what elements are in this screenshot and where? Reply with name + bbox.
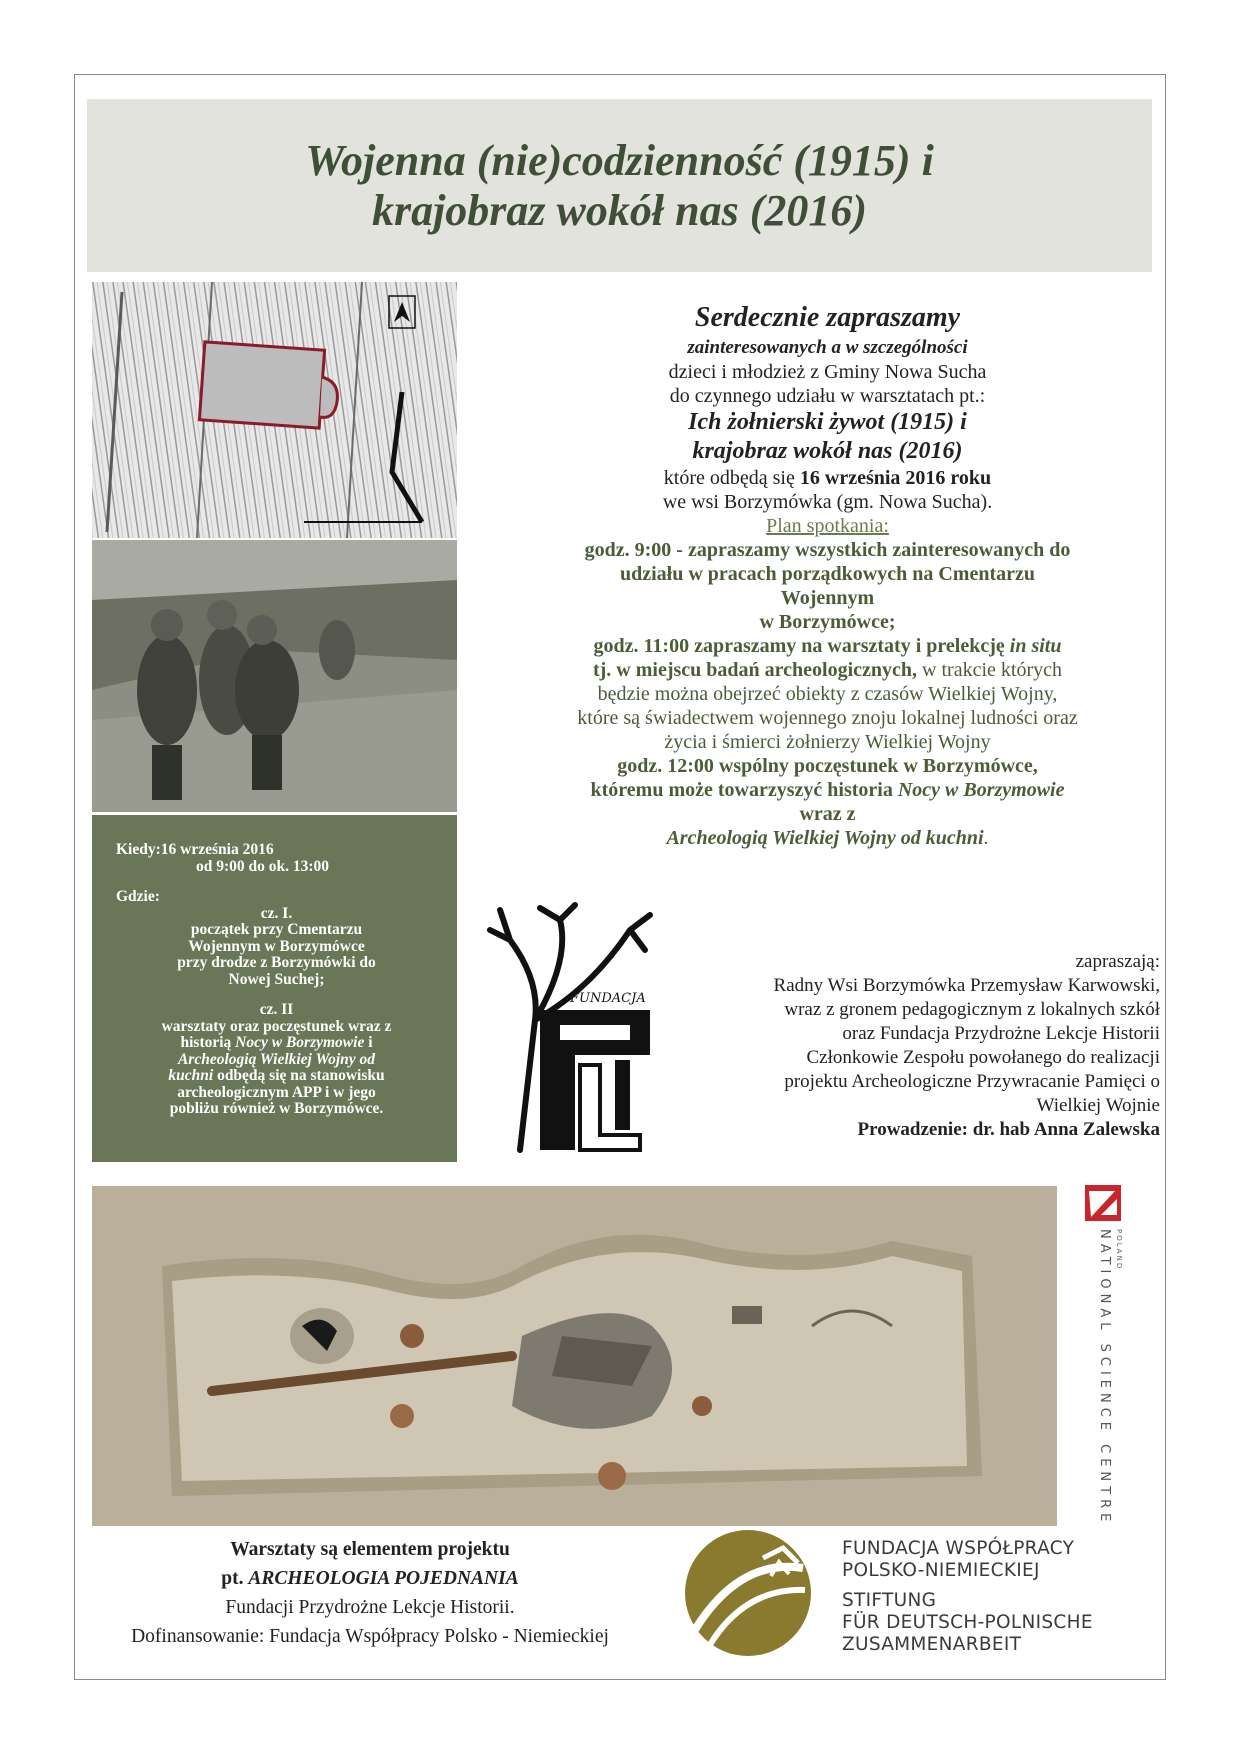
title-line-2: krajobraz wokół nas (2016) xyxy=(371,185,868,235)
fwpn-name-pl: FUNDACJA WSPÓŁPRACY xyxy=(842,1538,1075,1559)
part2-line: pobliżu również w Borzymówce. xyxy=(169,1100,384,1117)
funding-line: Dofinansowanie: Fundacja Współpracy Polsko - Niemieckiej xyxy=(131,1626,609,1647)
fwpn-logo xyxy=(683,1528,813,1658)
soldiers-photo xyxy=(92,540,457,812)
fwpn-name-de: ZUSAMMENARBEIT xyxy=(842,1634,1022,1655)
organizers-line: projektu Archeologiczne Przywracanie Pamięci o xyxy=(784,1071,1160,1092)
plan-item-2: godz. 11:00 zapraszamy na warsztaty i prelekcję in situ xyxy=(593,635,1062,657)
plan-heading: Plan spotkania: xyxy=(766,515,889,537)
project-line: pt. ARCHEOLOGIA POJEDNANIA xyxy=(221,1568,519,1589)
project-info xyxy=(90,1535,650,1651)
plan-item-3: Archeologią Wielkiej Wojny od kuchni. xyxy=(666,827,989,849)
plan-item-3: godz. 12:00 wspólny poczęstunek w Borzymówce, xyxy=(617,755,1038,777)
invitation-text xyxy=(470,300,1185,850)
organizers-line: wraz z gronem pedagogicznym z lokalnych szkół xyxy=(784,999,1160,1020)
fwpn-name xyxy=(842,1538,1162,1656)
workshop-title: Ich żołnierski żywot (1915) i xyxy=(688,409,967,435)
excavation-photo xyxy=(92,1186,1057,1526)
organizers-line: Wielkiej Wojnie xyxy=(1036,1095,1160,1116)
invite-heading: Serdecznie zapraszamy xyxy=(694,302,961,333)
organizers-block xyxy=(660,950,1160,1142)
plan-item-3: wraz z xyxy=(799,803,856,825)
part1-label: cz. I. xyxy=(260,904,293,922)
organizers-line: Radny Wsi Borzymówka Przemysław Karwowski, xyxy=(773,975,1160,996)
invite-line: dzieci i młodzież z Gminy Nowa Sucha xyxy=(668,361,987,383)
invite-subheading: zainteresowanych a w szczególności xyxy=(687,337,968,358)
project-line: Fundacji Przydrożne Lekcje Historii. xyxy=(225,1597,515,1618)
project-line: Warsztaty są elementem projektu xyxy=(230,1539,510,1560)
plan-item-2: życia i śmierci żołnierzy Wielkiej Wojny xyxy=(664,731,991,753)
lead-researcher: Prowadzenie: dr. hab Anna Zalewska xyxy=(857,1119,1160,1140)
part2-line: kuchni odbędą się na stanowisku xyxy=(168,1067,385,1084)
invite-line: do czynnego udziału w warsztatach pt.: xyxy=(669,385,986,407)
event-info-box xyxy=(92,815,457,1162)
plan-item-1: Wojennym xyxy=(780,587,875,609)
plh-logo-text: FUNDACJA xyxy=(570,991,646,1006)
part1-line: Wojennym w Borzymówce xyxy=(188,937,365,955)
plan-item-3: któremu może towarzyszyć historia Nocy w Borzymowie xyxy=(590,779,1065,801)
part2-line: warsztaty oraz poczęstunek wraz z xyxy=(161,1017,392,1035)
plan-item-2: które są świadectwem wojennego znoju lokalnej ludności oraz xyxy=(577,707,1078,729)
workshop-title: krajobraz wokół nas (2016) xyxy=(692,438,963,464)
part2-line: Archeologią Wielkiej Wojny od xyxy=(177,1050,376,1068)
plan-item-1: udziału w pracach porządkowych na Cmentarzu xyxy=(619,563,1035,585)
part2-label: cz. II xyxy=(259,1001,294,1018)
map-image xyxy=(92,282,457,538)
part2-line: archeologicznym APP i w jego xyxy=(177,1083,376,1101)
ncn-logo xyxy=(1083,1185,1125,1585)
ncn-name: NATIONAL SCIENCE CENTRE xyxy=(1097,1229,1112,1527)
part1-line: początek przy Cmentarzu xyxy=(190,921,363,938)
fwpn-name-de: STIFTUNG xyxy=(842,1590,937,1611)
ncn-country: POLAND xyxy=(1115,1229,1123,1271)
plan-item-2: tj. w miejscu badań archeologicznych, w trakcie których xyxy=(592,659,1062,681)
plan-item-2: będzie można obejrzeć obiekty z czasów Wielkiej Wojny, xyxy=(597,683,1058,705)
organizers-line: zapraszają: xyxy=(1075,951,1160,972)
part1-line: przy drodze z Borzymówki do xyxy=(177,954,376,971)
organizers-line: oraz Fundacja Przydrożne Lekcje Historii xyxy=(842,1023,1160,1044)
title-line-1: Wojenna (nie)codzienność (1915) i xyxy=(305,135,934,185)
when-line: Kiedy:16 września 2016 xyxy=(116,841,274,858)
fwpn-name-pl: POLSKO-NIEMIECKIEJ xyxy=(842,1560,1040,1581)
part2-line: historią Nocy w Borzymowie i xyxy=(180,1034,373,1051)
where-label: Gdzie: xyxy=(116,888,160,905)
event-place-line: we wsi Borzymówka (gm. Nowa Sucha). xyxy=(662,491,993,513)
part1-line: Nowej Suchej; xyxy=(228,970,325,988)
plan-item-1: godz. 9:00 - zapraszamy wszystkich zainteresowanych do xyxy=(584,539,1071,561)
title-banner xyxy=(87,99,1152,272)
organizers-line: Członkowie Zespołu powołanego do realizacji xyxy=(806,1047,1160,1068)
plan-item-1: w Borzymówce; xyxy=(759,611,896,633)
when-time: od 9:00 do ok. 13:00 xyxy=(195,857,330,875)
fwpn-name-de: FÜR DEUTSCH-POLNISCHE xyxy=(842,1612,1093,1633)
plh-foundation-logo xyxy=(480,900,660,1155)
event-date-line: które odbędą się 16 września 2016 roku xyxy=(663,467,992,489)
